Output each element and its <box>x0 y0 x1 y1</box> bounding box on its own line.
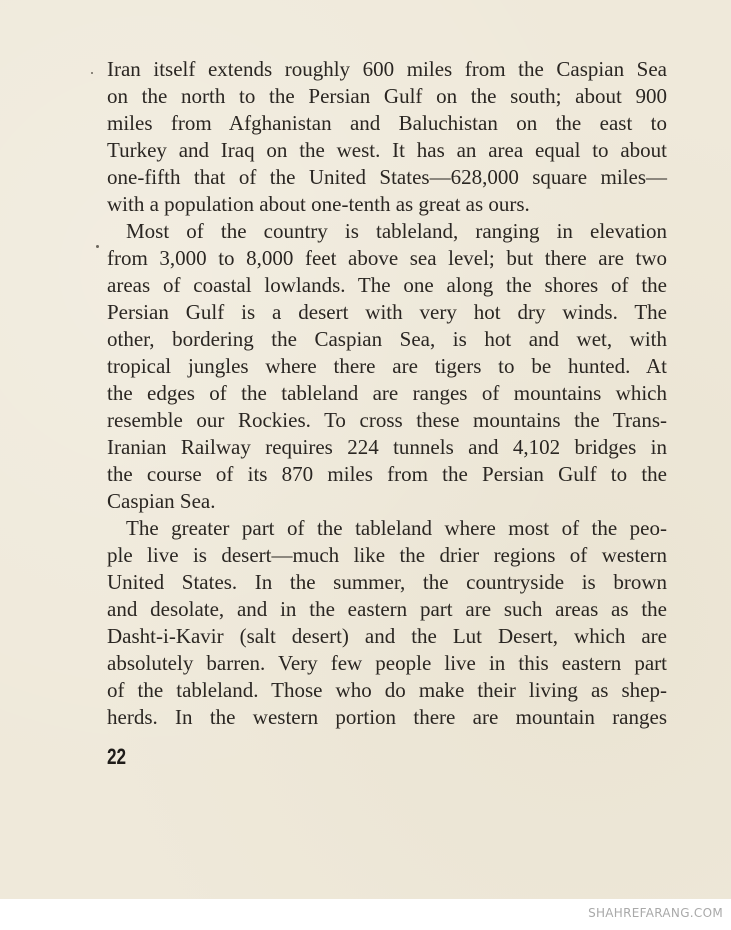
text-line: Persian Gulf is a desert with very hot dry winds. The <box>107 300 667 324</box>
text-line: on the north to the Persian Gulf on the south; about 900 <box>107 84 667 108</box>
text-line: Dasht-i-Kavir (salt desert) and the Lut Desert, which are <box>107 624 667 648</box>
text-line: with a population about one-tenth as great as ours. <box>107 192 530 216</box>
text-line: Turkey and Iraq on the west. It has an area equal to about <box>107 138 667 162</box>
page-number: 22 <box>107 744 127 769</box>
text-line: the course of its 870 miles from the Persian Gulf to the <box>107 462 667 486</box>
text-line: The greater part of the tableland where most of the peo- <box>126 516 667 540</box>
text-line: one-fifth that of the United States—628,000 square miles— <box>107 165 667 189</box>
text-line: of the tableland. Those who do make their living as shep- <box>107 678 667 702</box>
text-line: tropical jungles where there are tigers to be hunted. At <box>107 354 667 378</box>
text-line: from 3,000 to 8,000 feet above sea level; but there are two <box>107 246 667 270</box>
text-line: areas of coastal lowlands. The one along the shores of the <box>107 273 667 297</box>
watermark: SHAHREFARANG.COM <box>588 906 723 920</box>
text-line: resemble our Rockies. To cross these mountains the Trans- <box>107 408 667 432</box>
text-line: Most of the country is tableland, ranging in elevation <box>126 219 667 243</box>
margin-mark <box>91 72 93 74</box>
text-line: ple live is desert—much like the drier regions of western <box>107 543 667 567</box>
paragraph <box>107 56 667 218</box>
paragraph <box>107 218 667 515</box>
text-line: herds. In the western portion there are mountain ranges <box>107 705 667 729</box>
text-line: other, bordering the Caspian Sea, is hot and wet, with <box>107 327 667 351</box>
text-line: absolutely barren. Very few people live in this eastern part <box>107 651 667 675</box>
text-line: the edges of the tableland are ranges of mountains which <box>107 381 667 405</box>
margin-mark <box>96 245 99 248</box>
text-line: Iranian Railway requires 224 tunnels and 4,102 bridges in <box>107 435 667 459</box>
paragraph <box>107 515 667 731</box>
body-text <box>107 56 667 731</box>
text-line: United States. In the summer, the countryside is brown <box>107 570 667 594</box>
text-line: Caspian Sea. <box>107 489 216 513</box>
text-line: Iran itself extends roughly 600 miles from the Caspian Sea <box>107 57 667 81</box>
text-line: and desolate, and in the eastern part are such areas as the <box>107 597 667 621</box>
text-line: miles from Afghanistan and Baluchistan on the east to <box>107 111 667 135</box>
